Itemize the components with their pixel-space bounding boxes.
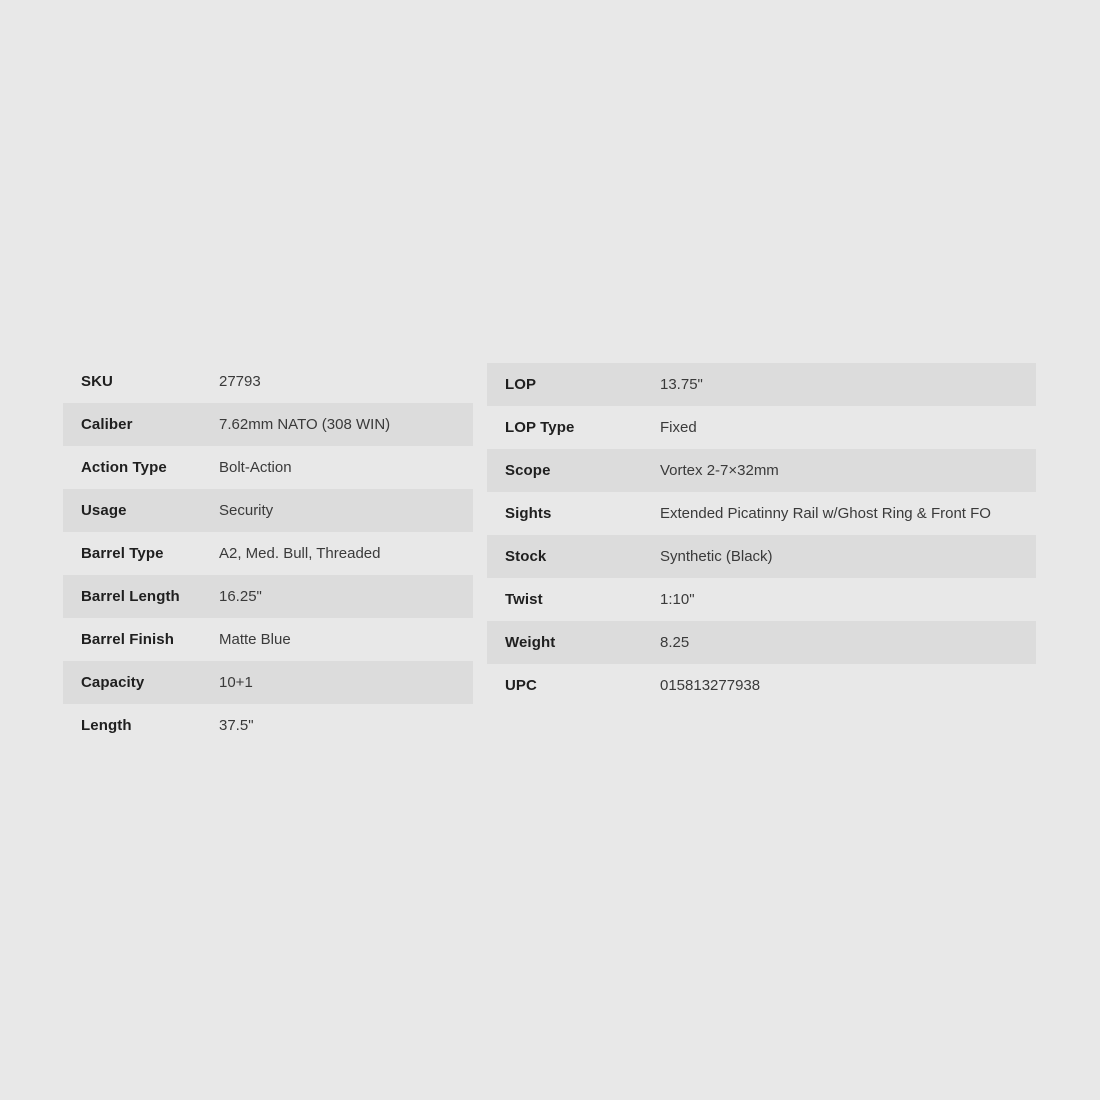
spec-value: 7.62mm NATO (308 WIN) (219, 403, 473, 446)
left-spec-column (63, 360, 473, 747)
spec-rows-right (487, 363, 1036, 707)
table-row (487, 492, 1036, 535)
spec-value: 1:10" (660, 591, 695, 608)
spec-label: Scope (487, 449, 660, 492)
spec-value: Synthetic (Black) (660, 535, 1036, 578)
table-row (63, 704, 473, 747)
spec-value: 015813277938 (660, 677, 761, 694)
spec-value: A2, Med. Bull, Threaded (219, 545, 381, 562)
table-row (487, 621, 1036, 664)
right-spec-column (487, 363, 1036, 707)
spec-label: Barrel Length (63, 575, 219, 618)
table-row (63, 489, 473, 532)
table-row (487, 578, 1036, 621)
spec-rows-left (63, 360, 473, 747)
spec-value: Matte Blue (219, 631, 291, 648)
spec-label: LOP Type (505, 419, 575, 436)
spec-value: 8.25 (660, 621, 1036, 664)
spec-value: 37.5" (219, 717, 254, 734)
spec-value: 27793 (219, 373, 261, 390)
spec-value: Extended Picatinny Rail w/Ghost Ring & Front FO (660, 505, 991, 522)
table-row (63, 618, 473, 661)
spec-label: LOP (487, 363, 660, 406)
table-row (487, 449, 1036, 492)
spec-label: Capacity (63, 661, 219, 704)
table-row (63, 532, 473, 575)
table-row (487, 535, 1036, 578)
spec-label: SKU (81, 373, 113, 390)
spec-label: Twist (505, 591, 543, 608)
specification-table-left (63, 360, 473, 747)
table-row (487, 664, 1036, 707)
spec-label: Sights (505, 505, 552, 522)
spec-value: 10+1 (219, 661, 473, 704)
spec-label: Stock (487, 535, 660, 578)
spec-value: 13.75" (660, 363, 1036, 406)
spec-value: Vortex 2-7×32mm (660, 449, 1036, 492)
table-row (63, 360, 473, 403)
spec-label: Usage (63, 489, 219, 532)
table-row (63, 661, 473, 704)
spec-label: Barrel Finish (81, 631, 174, 648)
table-row (487, 363, 1036, 406)
spec-value: Security (219, 489, 473, 532)
spec-value: Bolt-Action (219, 459, 292, 476)
spec-label: UPC (505, 677, 537, 694)
table-row (63, 403, 473, 446)
table-row (63, 446, 473, 489)
spec-label: Length (81, 717, 132, 734)
spec-value: 16.25" (219, 575, 473, 618)
specification-table-right (487, 363, 1036, 707)
table-row (487, 406, 1036, 449)
spec-label: Caliber (63, 403, 219, 446)
spec-value: Fixed (660, 419, 697, 436)
spec-label: Barrel Type (81, 545, 164, 562)
spec-label: Weight (487, 621, 660, 664)
table-row (63, 575, 473, 618)
spec-label: Action Type (81, 459, 167, 476)
